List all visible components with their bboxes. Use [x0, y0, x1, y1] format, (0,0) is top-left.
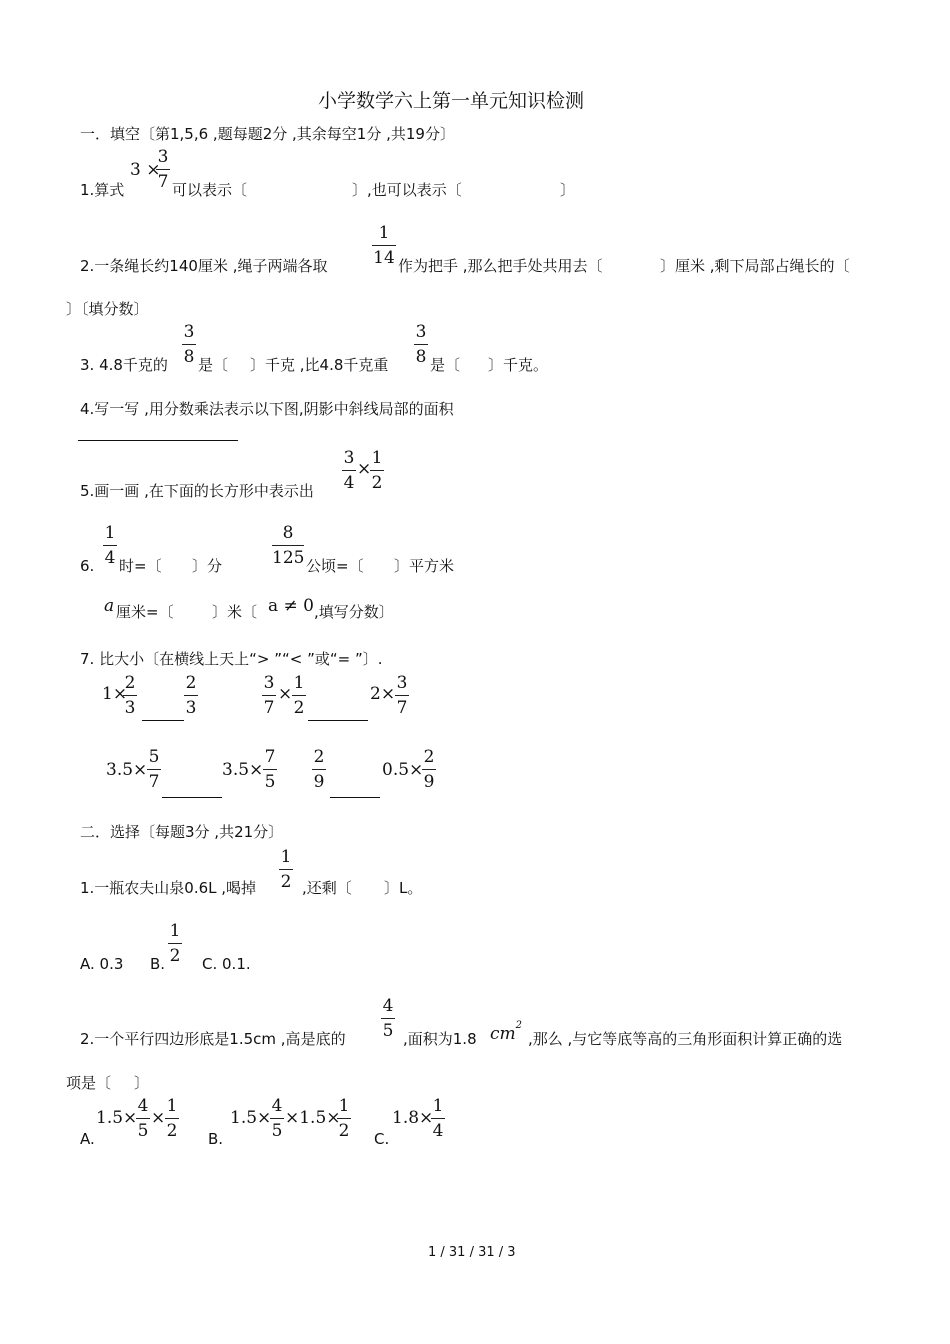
q3-fraction-1: 3 8 — [183, 322, 195, 367]
q7-r2-lead-2: 3.5× — [222, 760, 264, 780]
q6-text4: 〕平方米 — [394, 557, 455, 575]
q6-text3: 公顷=〔 — [306, 557, 364, 575]
q7-r1-fraction-3: 3 7 — [263, 673, 275, 718]
q2-text: 作为把手 ,那么把手处共用去〔 — [398, 257, 603, 275]
q7-r1-lead-1: 1× — [102, 684, 128, 704]
q6-text2: 〕分 — [192, 557, 223, 575]
p2q2-option-b-lead: 1.5× — [230, 1108, 272, 1128]
q5-fraction-1: 3 4 — [343, 448, 355, 493]
q3-text4: 〕千克。 — [488, 356, 549, 374]
part1-heading: 一．填空〔第1,5,6 ,题每题2分 ,其余每空1分 ,共19分〕 — [80, 125, 455, 143]
q3-prefix: 3. 4.8千克的 — [80, 356, 168, 374]
q7-text: 7. 比大小〔在横线上天上“> ”“< ”或“= ”〕. — [80, 650, 383, 668]
q6-fraction-2: 8 125 — [272, 523, 305, 568]
q7-r2-fraction-3: 2 9 — [313, 747, 325, 792]
q3-text2: 〕千克 ,比4.8千克重 — [250, 356, 389, 374]
q7-r2-fraction-4: 2 9 — [423, 747, 435, 792]
q7-r2-lead-1: 3.5× — [106, 760, 148, 780]
q6-text1: 时=〔 — [119, 557, 162, 575]
q1-text3: 〕 — [560, 181, 576, 199]
p2q2-option-c-lead: 1.8× — [392, 1108, 434, 1128]
q1-prefix: 1.算式 — [80, 181, 125, 199]
p2q2-option-b-fraction-2: 1 2 — [338, 1096, 350, 1141]
q7-r1-blank-1[interactable] — [142, 720, 184, 721]
q7-r1-operator: × — [278, 684, 293, 704]
q1-text2: 〕,也可以表示〔 — [352, 181, 462, 199]
p2q1-fraction: 1 2 — [280, 847, 292, 892]
q2-fraction: 1 14 — [373, 223, 395, 268]
q4-text: 4.写一写 ,用分数乘法表示以下图,阴影中斜线局部的面积 — [80, 400, 454, 418]
q6-condition: a ≠ 0 — [268, 596, 315, 616]
p2q1-text: ,还剩〔 — [302, 879, 352, 897]
q1-text: 可以表示〔 — [172, 181, 248, 199]
page-number: 1 / 31 / 31 / 3 — [428, 1245, 516, 1260]
q1-expr-lead: 3 × — [130, 160, 161, 180]
q7-r1-fraction-5: 3 7 — [396, 673, 408, 718]
p2q2-option-a-fraction-2: 1 2 — [166, 1096, 178, 1141]
p2q2-option-c-fraction: 1 4 — [432, 1096, 444, 1141]
q7-r1-fraction-4: 1 2 — [293, 673, 305, 718]
q7-r1-fraction-1: 2 3 — [124, 673, 136, 718]
p2q1-option-b[interactable]: B. — [150, 955, 166, 973]
p2q2-option-a-lead: 1.5× — [96, 1108, 138, 1128]
p2q2-option-c[interactable]: C. — [374, 1130, 390, 1148]
p2q2-option-a[interactable]: A. — [80, 1130, 95, 1148]
q6-variable: a — [104, 596, 115, 616]
p2q2-option-b[interactable]: B. — [208, 1130, 224, 1148]
p2q2-option-a-fraction-1: 4 5 — [137, 1096, 149, 1141]
q7-r2-fraction-2: 7 5 — [264, 747, 276, 792]
p2q1-prefix: 1.一瓶农夫山泉0.6L ,喝掉 — [80, 879, 257, 897]
p2q2-option-a-operator: × — [151, 1108, 166, 1128]
q2-text2: 〕厘米 ,剩下局部占绳长的〔 — [660, 257, 850, 275]
p2q1-option-a[interactable]: A. 0.3 — [80, 955, 124, 973]
q4-answer-line — [78, 440, 238, 441]
q6-prefix: 6. — [80, 557, 95, 575]
part2-heading: 二．选择〔每题3分 ,共21分〕 — [80, 823, 284, 841]
q1-fraction: 3 7 — [157, 147, 169, 192]
q6-line2-text3: ,填写分数〕 — [314, 603, 394, 621]
q3-text3: 是〔 — [430, 356, 461, 374]
q6-fraction-1: 1 4 — [104, 523, 116, 568]
p2q2-continuation-2: 〕 — [134, 1074, 150, 1092]
p2q1-option-c[interactable]: C. 0.1. — [202, 955, 251, 973]
q7-r1-fraction-2: 2 3 — [185, 673, 197, 718]
p2q2-option-b-middle: ×1.5× — [285, 1108, 341, 1128]
q7-r2-lead-4: 0.5× — [382, 760, 424, 780]
q7-r2-blank-2[interactable] — [330, 797, 380, 798]
p2q2-text: ,面积为1.8 — [403, 1030, 477, 1048]
page-title: 小学数学六上第一单元知识检测 — [318, 90, 585, 112]
p2q2-option-b-fraction-1: 4 5 — [271, 1096, 283, 1141]
p2q2-text2: ,那么 ,与它等底等高的三角形面积计算正确的选 — [528, 1030, 843, 1048]
p2q2-continuation: 项是〔 — [66, 1074, 112, 1092]
q7-r2-fraction-1: 5 7 — [148, 747, 160, 792]
q5-text: 5.画一画 ,在下面的长方形中表示出 — [80, 482, 314, 500]
p2q1-text2: 〕L。 — [384, 879, 423, 897]
p2q2-fraction: 4 5 — [382, 996, 394, 1041]
q2-prefix: 2.一条绳长约140厘米 ,绳子两端各取 — [80, 257, 328, 275]
q3-text: 是〔 — [198, 356, 229, 374]
q7-r2-blank-1[interactable] — [162, 797, 222, 798]
q7-r1-blank-2[interactable] — [308, 720, 368, 721]
q3-fraction-2: 3 8 — [415, 322, 427, 367]
q6-line2-text1: 厘米=〔 — [116, 603, 174, 621]
p2q2-prefix: 2.一个平行四边形底是1.5cm ,高是底的 — [80, 1030, 346, 1048]
p2q2-unit: $cm^2$ — [490, 1020, 523, 1044]
q6-line2-text2: 〕米〔 — [212, 603, 258, 621]
q7-r1-lead-4: 2× — [370, 684, 396, 704]
q2-continuation: 〕〔填分数〕 — [66, 300, 149, 318]
q5-operator: × — [357, 459, 372, 479]
p2q1-option-b-fraction: 1 2 — [169, 921, 181, 966]
q5-fraction-2: 1 2 — [371, 448, 383, 493]
